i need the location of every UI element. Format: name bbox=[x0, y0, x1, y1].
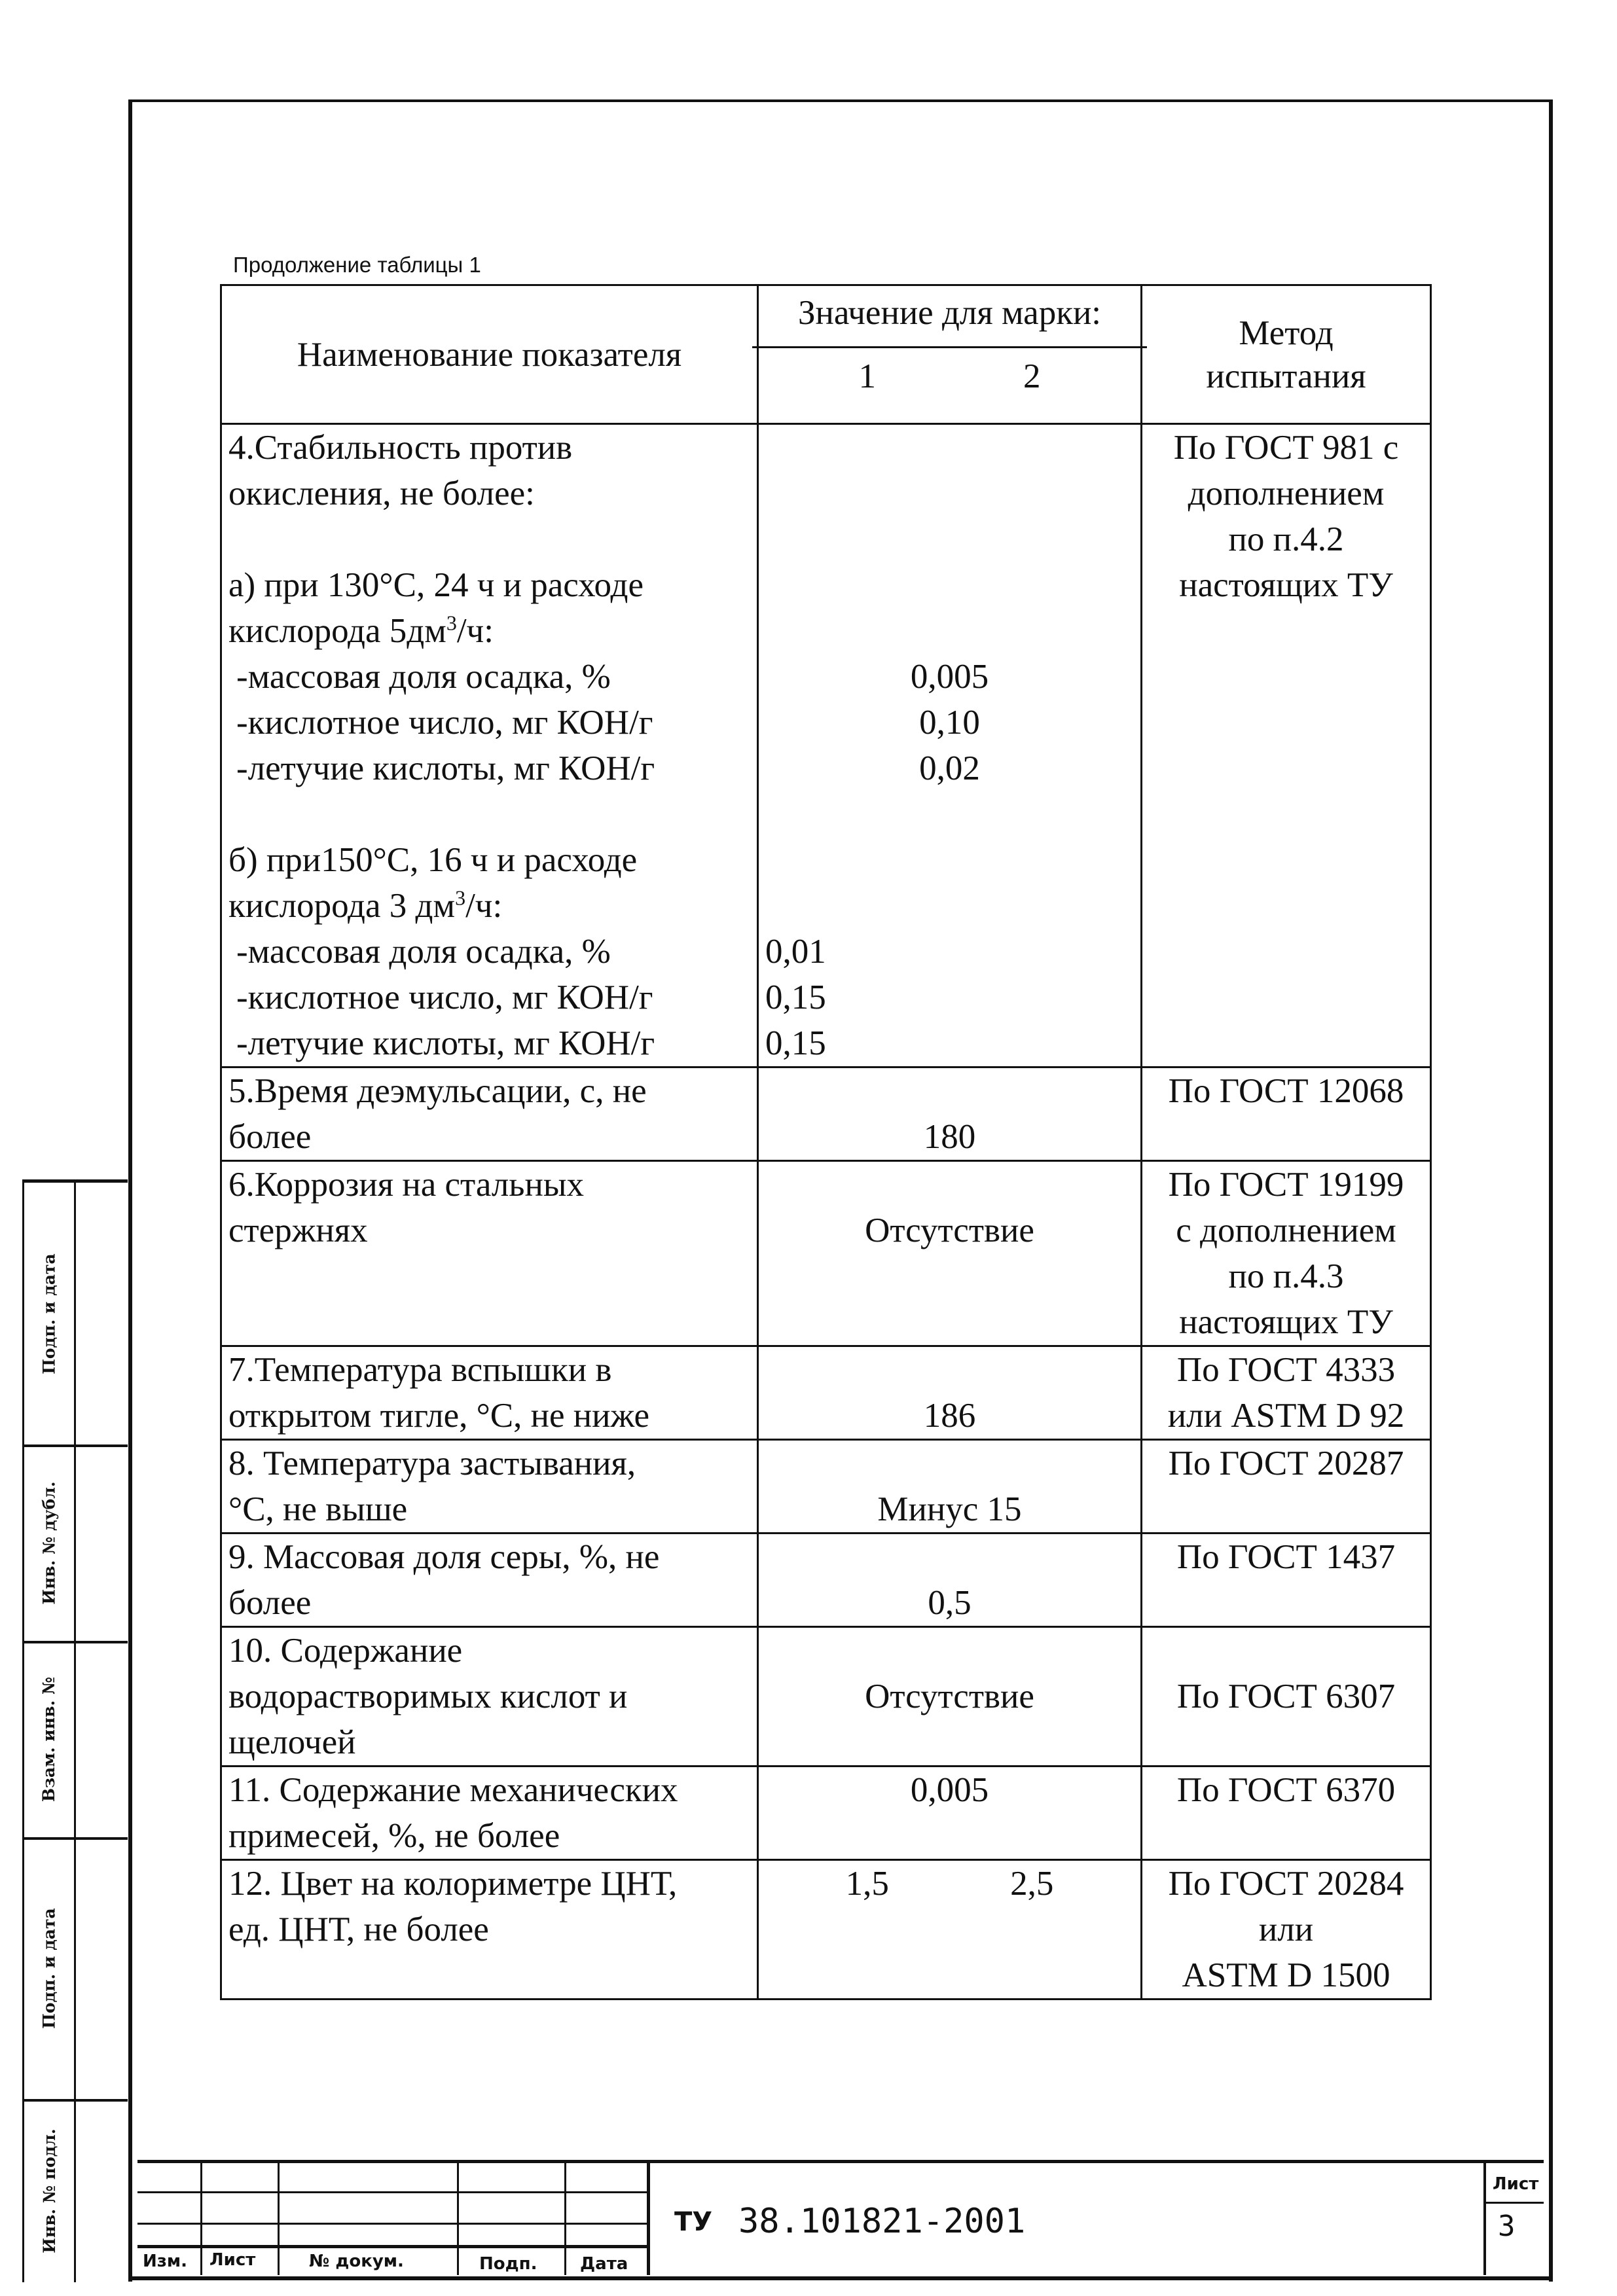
tb-tu: ТУ bbox=[674, 2207, 713, 2237]
table-row bbox=[221, 1440, 1431, 1534]
row4-b-line2: кислорода 3 $дм^3/ч$: bbox=[228, 886, 503, 925]
row5-name: 5.Время деэмульсации, с, не более bbox=[221, 1067, 758, 1161]
row6-name: 6.Коррозия на стальных стержнях bbox=[221, 1161, 758, 1346]
table-row bbox=[221, 1534, 1431, 1627]
row8-method: По ГОСТ 20287 bbox=[1142, 1440, 1431, 1534]
row4-a-item: -массовая доля осадка, % bbox=[236, 658, 611, 696]
row7-name: 7.Температура вспышки в открытом тигле, °С, не ниже bbox=[221, 1346, 758, 1440]
header-method-line1: Метод bbox=[1239, 314, 1334, 352]
row4-a-value: 0,02 bbox=[919, 749, 980, 787]
tb-doc-number: 38.101821-2001 bbox=[738, 2202, 1026, 2241]
tb-sheet-number: 3 bbox=[1498, 2210, 1516, 2243]
row7-value: 186 bbox=[758, 1346, 1142, 1440]
table-row bbox=[221, 1067, 1431, 1161]
row8-name: 8. Температура застывания, °С, не выше bbox=[221, 1440, 758, 1534]
row4-method bbox=[1142, 424, 1431, 1067]
row4-b-value: 0,01 bbox=[765, 933, 826, 971]
spec-table bbox=[220, 284, 1432, 2000]
row12-method: По ГОСТ 20284 или ASTM D 1500 bbox=[1142, 1860, 1431, 2000]
tb-sheet-label: Лист bbox=[1493, 2174, 1539, 2194]
row4-method-line: По ГОСТ 981 с bbox=[1173, 429, 1399, 467]
row6-value: Отсутствие bbox=[758, 1161, 1142, 1346]
row4-name bbox=[221, 424, 758, 1067]
row4-a-value: 0,005 bbox=[910, 658, 989, 696]
row4-method-line: дополнением bbox=[1188, 475, 1385, 512]
row12-name: 12. Цвет на колориметре ЦНТ, ед. ЦНТ, не более bbox=[221, 1860, 758, 2000]
row4-name-line: 4.Стабильность против bbox=[228, 429, 573, 467]
row4-b-value: 0,15 bbox=[765, 1024, 826, 1062]
row6-method: По ГОСТ 19199 с дополнением по п.4.3 настоящих ТУ bbox=[1142, 1161, 1431, 1346]
row10-method: По ГОСТ 6307 bbox=[1142, 1627, 1431, 1767]
row5-value: 180 bbox=[758, 1067, 1142, 1161]
row4-a-value: 0,10 bbox=[919, 704, 980, 742]
table-header-row bbox=[221, 285, 1431, 424]
row10-value: Отсутствие bbox=[758, 1627, 1142, 1767]
row11-name: 11. Содержание механических примесей, %, не более bbox=[221, 1767, 758, 1860]
header-mark-1: 1 bbox=[858, 357, 876, 395]
row4-a-line1: а) при 130°С, 24 ч и расходе bbox=[228, 566, 644, 604]
page-frame-bottom bbox=[128, 2276, 1553, 2280]
row4-b-line1: б) при150°С, 16 ч и расходе bbox=[228, 841, 638, 879]
row4-a-line2: кислорода $5дм^3/ч$: bbox=[228, 611, 494, 650]
row8-value: Минус 15 bbox=[758, 1440, 1142, 1534]
tb-col-podp: Подп. bbox=[479, 2254, 537, 2274]
table-row bbox=[221, 1767, 1431, 1860]
table-row bbox=[221, 1161, 1431, 1346]
row12-value-2: 2,5 bbox=[1010, 1865, 1054, 1903]
row5-method: По ГОСТ 12068 bbox=[1142, 1067, 1431, 1161]
header-method-line2: испытания bbox=[1206, 357, 1366, 395]
side-stamp bbox=[22, 1179, 128, 2282]
table-row bbox=[221, 1627, 1431, 1767]
header-mark-2: 2 bbox=[1023, 357, 1041, 395]
row11-value: 0,005 bbox=[758, 1767, 1142, 1860]
header-name: Наименование показателя bbox=[221, 285, 758, 424]
tb-col-data: Дата bbox=[580, 2254, 628, 2274]
row9-method: По ГОСТ 1437 bbox=[1142, 1534, 1431, 1627]
row10-name: 10. Содержание водорастворимых кислот и щелочей bbox=[221, 1627, 758, 1767]
table-row bbox=[221, 1346, 1431, 1440]
table-row bbox=[221, 1860, 1431, 2000]
row11-method: По ГОСТ 6370 bbox=[1142, 1767, 1431, 1860]
side-label-podp-data-top: Подп. и дата bbox=[39, 1253, 59, 1374]
side-label-podp-data-bottom: Подп. и дата bbox=[39, 1907, 59, 2029]
row4-a-item: -летучие кислоты, мг КОН/г bbox=[236, 749, 655, 787]
header-method bbox=[1142, 285, 1431, 424]
row12-values bbox=[758, 1860, 1142, 2000]
header-value bbox=[758, 285, 1142, 424]
row4-b-item: -летучие кислоты, мг КОН/г bbox=[236, 1024, 655, 1062]
row4-b-item: -массовая доля осадка, % bbox=[236, 933, 611, 971]
row7-method: По ГОСТ 4333 или ASTM D 92 bbox=[1142, 1346, 1431, 1440]
row4-name-line: окисления, не более: bbox=[228, 475, 535, 512]
row9-value: 0,5 bbox=[758, 1534, 1142, 1627]
side-label-inv-podl: Инв. № подл. bbox=[39, 2128, 59, 2253]
tb-col-doc: № докум. bbox=[309, 2251, 404, 2271]
row4-method-line: настоящих ТУ bbox=[1179, 566, 1393, 604]
table-row bbox=[221, 424, 1431, 1067]
header-value-for-mark: Значение для марки: bbox=[797, 294, 1102, 332]
tb-col-list: Лист bbox=[209, 2250, 256, 2270]
row12-value-1: 1,5 bbox=[845, 1865, 889, 1903]
row4-values bbox=[758, 424, 1142, 1067]
row4-a-item: -кислотное число, мг КОН/г bbox=[236, 704, 653, 742]
table-caption: Продолжение таблицы 1 bbox=[233, 253, 481, 277]
row4-method-line: по п.4.2 bbox=[1228, 520, 1344, 558]
tb-col-izm: Изм. bbox=[143, 2251, 187, 2271]
row4-b-item: -кислотное число, мг КОН/г bbox=[236, 978, 653, 1016]
row4-b-value: 0,15 bbox=[765, 978, 826, 1016]
row9-name: 9. Массовая доля серы, %, не более bbox=[221, 1534, 758, 1627]
side-label-inv-dubl: Инв. № дубл. bbox=[39, 1480, 59, 1605]
side-label-vzam-inv: Взам. инв. № bbox=[39, 1676, 59, 1802]
